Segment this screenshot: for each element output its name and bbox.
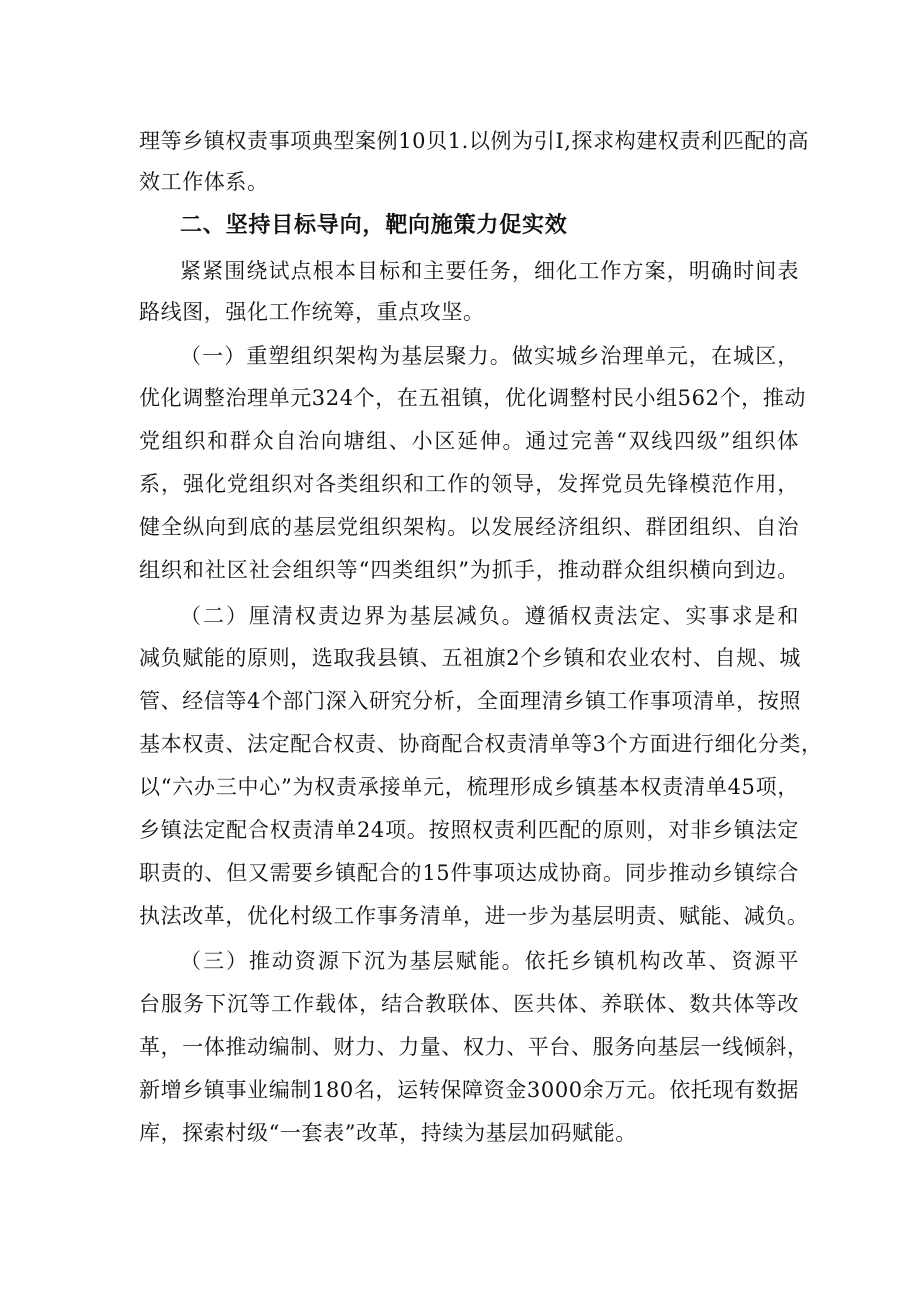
paragraph-line: 执法改革，优化村级工作事务清单，进一步为基层明责、赋能、减负。: [139, 904, 809, 928]
paragraph-line: 库，探索村级“一套表”改革，持续为基层加码赋能。: [139, 1121, 637, 1145]
paragraph-line: （一）重塑组织架构为基层聚力。做实城乡治理单元，在城区，: [180, 344, 799, 368]
paragraph-line: 基本权责、法定配合权责、协商配合权责清单等3个方面进行细化分类，: [139, 732, 823, 756]
paragraph-line: 减负赋能的原则，选取我县镇、五祖旗2个乡镇和农业农村、自规、城: [139, 646, 801, 670]
paragraph-line: 职责的、但又需要乡镇配合的15件事项达成协商。同步推动乡镇综合: [139, 861, 799, 885]
paragraph-line: 以“六办三中心”为权责承接单元，梳理形成乡镇基本权责清单45项，: [139, 775, 799, 799]
paragraph-line: 优化调整治理单元324个，在五祖镇，优化调整村民小组562个，推动: [139, 386, 806, 410]
paragraph-line: 理等乡镇权责事项典型案例10贝1.以例为引I,探求构建权责利匹配的高: [139, 129, 810, 153]
paragraph-line: 新增乡镇事业编制180名，运转保障资金3000余万元。依托现有数据: [139, 1078, 799, 1102]
paragraph-line: 效工作体系。: [139, 170, 269, 194]
paragraph-line: 系，强化党组织对各类组织和工作的领导，发挥党员先锋模范作用，: [139, 472, 799, 496]
paragraph-line: 党组织和群众自治向塘组、小区延伸。通过完善“双线四级”组织体: [139, 429, 799, 453]
paragraph-line: 台服务下沉等工作载体，结合教联体、医共体、养联体、数共体等改: [139, 992, 799, 1016]
paragraph-line: 管、经信等4个部门深入研究分析，全面理清乡镇工作事项清单，按照: [139, 689, 801, 713]
paragraph-line: （三）推动资源下沉为基层赋能。依托乡镇机构改革、资源平: [180, 949, 799, 973]
paragraph-line: 紧紧围绕试点根本目标和主要任务，细化工作方案，明确时间表: [180, 259, 799, 283]
paragraph-line: 组织和社区社会组织等“四类组织”为抓手，推动群众组织横向到边。: [139, 558, 799, 582]
paragraph-line: 乡镇法定配合权责清单24项。按照权责利匹配的原则，对非乡镇法定: [139, 818, 799, 842]
paragraph-line: 路线图，强化工作统筹，重点攻坚。: [139, 300, 485, 324]
paragraph-line: 革，一体推动编制、财力、力量、权力、平台、服务向基层一线倾斜，: [139, 1035, 809, 1059]
paragraph-line: 健全纵向到底的基层党组织架构。以发展经济组织、群团组织、自治: [139, 515, 799, 539]
paragraph-line: （二）厘清权责边界为基层减负。遵循权责法定、实事求是和: [180, 604, 799, 628]
section-heading: 二、坚持目标导向，靶向施策力促实效: [180, 213, 568, 238]
